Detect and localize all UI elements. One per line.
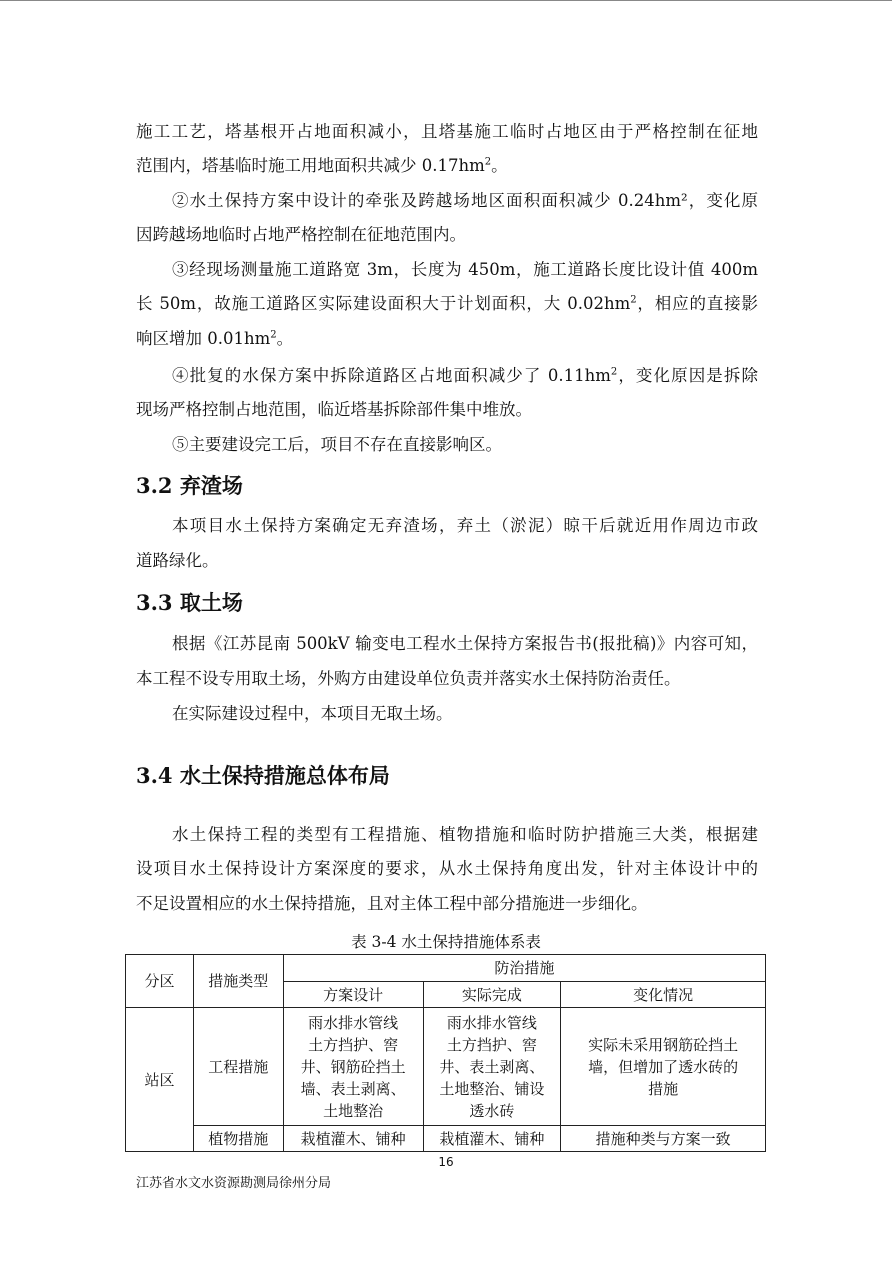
paragraph-line: 设项目水土保持设计方案深度的要求，从水土保持角度出发，针对主体设计中的 <box>136 859 758 878</box>
table-caption: 表 3-4 水土保持措施体系表 <box>351 933 541 951</box>
cell-plan: 栽植灌木、铺种 <box>283 1126 423 1152</box>
paragraph-line: ④批复的水保方案中拆除道路区占地面积减少了 $0.11hm^2$，变化原因是拆除 <box>172 366 758 385</box>
header-measures: 防治措施 <box>283 955 765 982</box>
header-plan: 方案设计 <box>283 982 423 1008</box>
paragraph-line: 本项目水土保持方案确定无弃渣场，弃土（淤泥）晾干后就近用作周边市政 <box>172 516 758 535</box>
cell-type: 植物措施 <box>193 1126 283 1152</box>
table-row <box>126 1008 766 1126</box>
paragraph-line: 在实际建设过程中，本项目无取土场。 <box>172 704 453 723</box>
header-change: 变化情况 <box>561 982 766 1008</box>
paragraph-line: 根据《江苏昆南 500kV 输变电工程水土保持方案报告书(报批稿)》内容可知， <box>172 634 758 653</box>
section-heading-3-3: 3.3 取土场 <box>136 590 243 615</box>
paragraph-line: 道路绿化。 <box>136 551 219 570</box>
cell-change: 实际未采用钢筋砼挡土 墙，但增加了透水砖的 措施 <box>561 1008 766 1126</box>
paragraph-line: 不足设置相应的水土保持措施，且对主体工程中部分措施进一步细化。 <box>136 894 648 913</box>
cell-type: 工程措施 <box>193 1008 283 1126</box>
header-measure-type: 措施类型 <box>193 955 283 1008</box>
measures-table <box>125 954 766 1152</box>
header-actual: 实际完成 <box>423 982 561 1008</box>
cell-actual: 雨水排水管线 土方挡护、窖 井、表土剥离、 土地整治、铺设 透水砖 <box>423 1008 561 1126</box>
paragraph-line: 水土保持工程的类型有工程措施、植物措施和临时防护措施三大类，根据建 <box>172 825 758 844</box>
paragraph-line: ③经现场测量施工道路宽 3m，长度为 450m，施工道路长度比设计值 400m <box>172 260 758 279</box>
header-zone: 分区 <box>126 955 194 1008</box>
section-heading-3-2: 3.2 弃渣场 <box>136 473 243 498</box>
cell-change: 措施种类与方案一致 <box>561 1126 766 1152</box>
paragraph-line: 范围内，塔基临时施工用地面积共减少 $0.17hm^2$。 <box>136 156 508 175</box>
table-row <box>126 1126 766 1152</box>
table-header-row <box>126 955 766 982</box>
paragraph-line: 响区增加 $0.01hm^2$。 <box>136 329 294 348</box>
paragraph-line: 现场严格控制占地范围，临近塔基拆除部件集中堆放。 <box>136 400 532 419</box>
paragraph-line: 施工工艺，塔基根开占地面积减小，且塔基施工临时占地区由于严格控制在征地 <box>136 122 758 141</box>
paragraph-line: ⑤主要建设完工后，项目不存在直接影响区。 <box>172 435 502 454</box>
top-border-line <box>0 0 892 1</box>
page-footer: 江苏省水文水资源勘测局徐州分局 <box>136 1176 332 1191</box>
cell-actual: 栽植灌木、铺种 <box>423 1126 561 1152</box>
cell-zone: 站区 <box>126 1008 194 1152</box>
paragraph-line: 因跨越场地临时占地严格控制在征地范围内。 <box>136 225 466 244</box>
paragraph-line: ②水土保持方案中设计的牵张及跨越场地区面积面积减少 0.24hm²，变化原 <box>172 191 758 210</box>
section-heading-3-4: 3.4 水土保持措施总体布局 <box>136 763 390 788</box>
paragraph-line: 长 50m，故施工道路区实际建设面积大于计划面积，大 $0.02hm^2$，相应的直接影 <box>136 294 758 313</box>
cell-plan: 雨水排水管线 土方挡护、窖 井、钢筋砼挡土 墙、表土剥离、 土地整治 <box>283 1008 423 1126</box>
page-number: 16 <box>438 1155 454 1169</box>
paragraph-line: 本工程不设专用取土场，外购方由建设单位负责并落实水土保持防治责任。 <box>136 669 681 688</box>
